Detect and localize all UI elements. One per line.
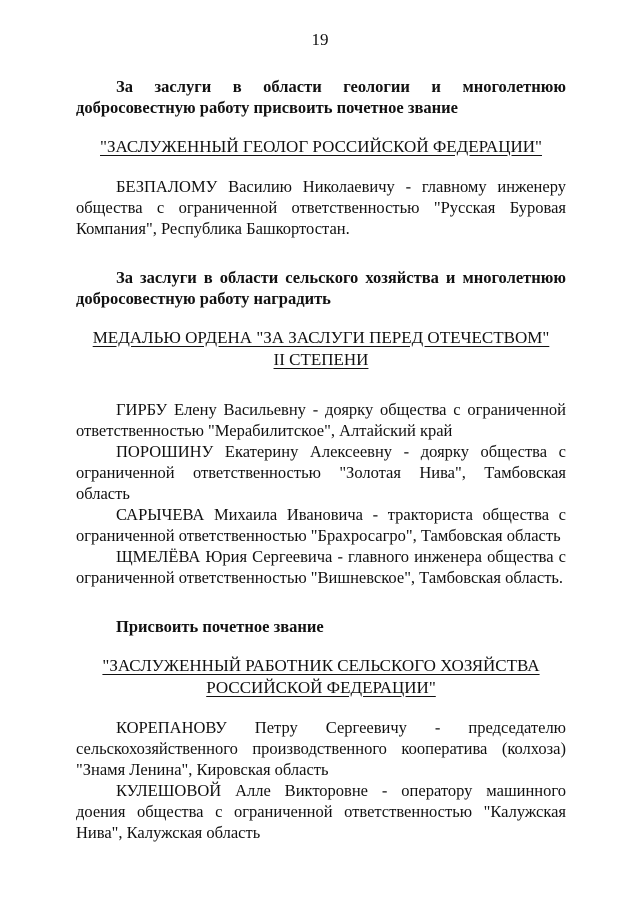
- section-1-entry-1: БЕЗПАЛОМУ Василию Николаевичу - главному инженеру общества с ограниченной ответственностью "Русская Буровая Компания", Республика Башкортостан.: [76, 177, 566, 238]
- document-body: [76, 76, 566, 843]
- section-2-title-line-2: II СТЕПЕНИ: [273, 350, 369, 369]
- section-3-entry-1: КОРЕПАНОВУ Петру Сергеевичу - председателю сельскохозяйственного производственного кооператива (колхоза) "Знамя Ленина", Кировская область: [76, 718, 566, 779]
- section-2-entry-1: ГИРБУ Елену Васильевну - доярку общества с ограниченной ответственностью "Мерабилитское", Алтайский край: [76, 400, 566, 440]
- page-number: 19: [311, 30, 329, 49]
- section-2-title-line-1: МЕДАЛЬЮ ОРДЕНА "ЗА ЗАСЛУГИ ПЕРЕД ОТЕЧЕСТВОМ": [92, 328, 550, 347]
- section-3-title-line-1: "ЗАСЛУЖЕННЫЙ РАБОТНИК СЕЛЬСКОГО ХОЗЯЙСТВА: [102, 656, 540, 675]
- section-2-intro: За заслуги в области сельского хозяйства и многолетнюю добросовестную работу наградить: [76, 268, 566, 308]
- section-3-entry-2: КУЛЕШОВОЙ Алле Викторовне - оператору машинного доения общества с ограниченной ответственностью "Калужская Нива", Калужская область: [76, 781, 566, 842]
- section-3-title-line-2: РОССИЙСКОЙ ФЕДЕРАЦИИ": [206, 678, 436, 697]
- section-2-entry-2: ПОРОШИНУ Екатерину Алексеевну - доярку общества с ограниченной ответственностью "Золотая Нива", Тамбовская область: [76, 442, 566, 503]
- section-1-intro: За заслуги в области геологии и многолетнюю добросовестную работу присвоить почетное звание: [76, 77, 566, 117]
- section-1-title: "ЗАСЛУЖЕННЫЙ ГЕОЛОГ РОССИЙСКОЙ ФЕДЕРАЦИИ": [100, 137, 542, 156]
- section-2-entry-3: САРЫЧЕВА Михаила Ивановича - тракториста общества с ограниченной ответственностью "Брахросагро", Тамбовская область: [76, 505, 566, 545]
- section-2-entry-4: ЩМЕЛЁВА Юрия Сергеевича - главного инженера общества с ограниченной ответственностью "Вишневское", Тамбовская область.: [76, 547, 566, 587]
- section-3-intro: Присвоить почетное звание: [116, 617, 324, 636]
